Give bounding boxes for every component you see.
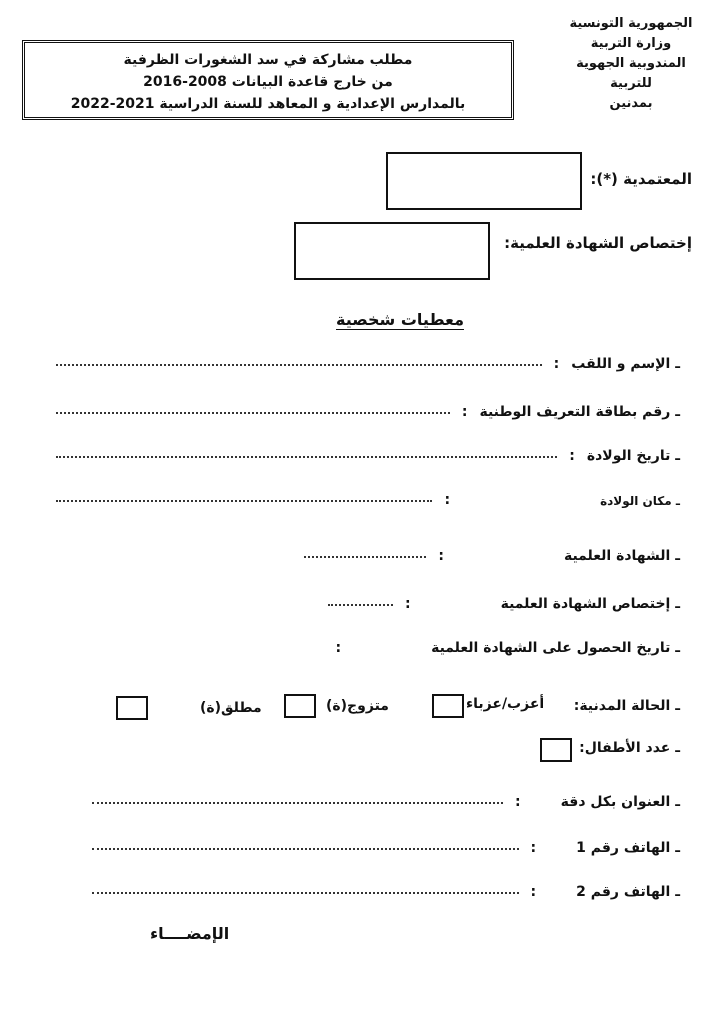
delegation-input-box[interactable]: [386, 152, 582, 210]
field-label: ـ الإسم و اللقب: [571, 356, 680, 372]
field-colon: :: [404, 596, 411, 612]
single-label: أعزب/عزباء: [466, 696, 545, 712]
field-label: ـ رقم بطاقة التعريف الوطنية: [479, 404, 680, 420]
delegation-label: المعتمدية (*):: [590, 170, 692, 188]
form-title-box: [22, 40, 514, 120]
field-label: ـ الهاتف رقم 2: [576, 884, 680, 900]
field-colon: :: [461, 404, 468, 420]
dotted-line[interactable]: [304, 556, 426, 558]
title-line-2: من خارج قاعدة البيانات 2008-2016: [143, 74, 393, 90]
title-line-1: مطلب مشاركة في سد الشغورات الظرفية: [123, 52, 413, 68]
field-full-name[interactable]: [56, 344, 680, 372]
married-label: متزوج(ة): [326, 698, 389, 714]
field-id-card-number[interactable]: [56, 392, 680, 420]
single-checkbox[interactable]: [432, 694, 464, 718]
field-label: ـ تاريخ الولادة: [586, 448, 680, 464]
field-label: ـ إختصاص الشهادة العلمية: [500, 596, 680, 612]
field-colon: :: [530, 884, 537, 900]
dotted-line[interactable]: [92, 802, 503, 804]
field-label: ـ مكان الولادة: [600, 494, 680, 508]
signature-label: الإمضــــاء: [150, 924, 230, 943]
field-phone-2[interactable]: [92, 872, 680, 900]
dotted-line[interactable]: [56, 456, 557, 458]
header-line-republic: الجمهورية التونسية: [569, 16, 693, 31]
field-diploma[interactable]: [64, 536, 680, 564]
dotted-line[interactable]: [56, 364, 542, 366]
dotted-line[interactable]: [92, 892, 519, 894]
field-diploma-specialty[interactable]: [68, 584, 680, 612]
field-phone-1[interactable]: [92, 828, 680, 856]
field-label: ـ الشهادة العلمية: [563, 548, 680, 564]
field-label: ـ العنوان بكل دقة: [560, 794, 680, 810]
field-address[interactable]: [92, 782, 680, 810]
field-colon: :: [438, 548, 444, 564]
children-count-box[interactable]: [540, 738, 572, 762]
field-birth-place[interactable]: [56, 480, 680, 508]
field-label: ـ الهاتف رقم 1: [576, 840, 680, 856]
field-colon: :: [530, 840, 537, 856]
field-colon: :: [444, 492, 451, 508]
married-checkbox[interactable]: [284, 694, 316, 718]
specialty-label: إختصاص الشهادة العلمية:: [504, 234, 692, 252]
dotted-line[interactable]: [56, 412, 450, 414]
header-line-city: بمدنين: [609, 96, 653, 111]
field-colon: :: [569, 448, 575, 464]
field-colon: :: [515, 794, 521, 810]
children-count-label: ـ عدد الأطفال:: [579, 740, 680, 756]
divorced-label: مطلق(ة): [200, 700, 262, 716]
ministry-header: [556, 14, 706, 114]
field-birth-date[interactable]: [56, 436, 680, 464]
field-label: ـ تاريخ الحصول على الشهادة العلمية: [431, 640, 680, 656]
header-line-ministry: وزارة التربية: [590, 36, 672, 51]
field-diploma-date[interactable]: [64, 628, 680, 656]
field-colon: :: [335, 640, 342, 656]
dotted-line[interactable]: [328, 604, 393, 606]
dotted-line[interactable]: [92, 848, 519, 850]
divorced-checkbox[interactable]: [116, 696, 148, 720]
personal-data-section-title: معطيات شخصية: [336, 310, 464, 329]
civil-status-label: ـ الحالة المدنية:: [573, 698, 680, 714]
field-colon: :: [553, 356, 560, 372]
title-line-3: بالمدارس الإعدادية و المعاهد للسنة الدراسية 2021-2022: [70, 96, 466, 112]
header-line-delegation: المندوبية الجهوية للتربية: [576, 56, 686, 91]
specialty-input-box[interactable]: [294, 222, 490, 280]
dotted-line[interactable]: [56, 500, 432, 502]
